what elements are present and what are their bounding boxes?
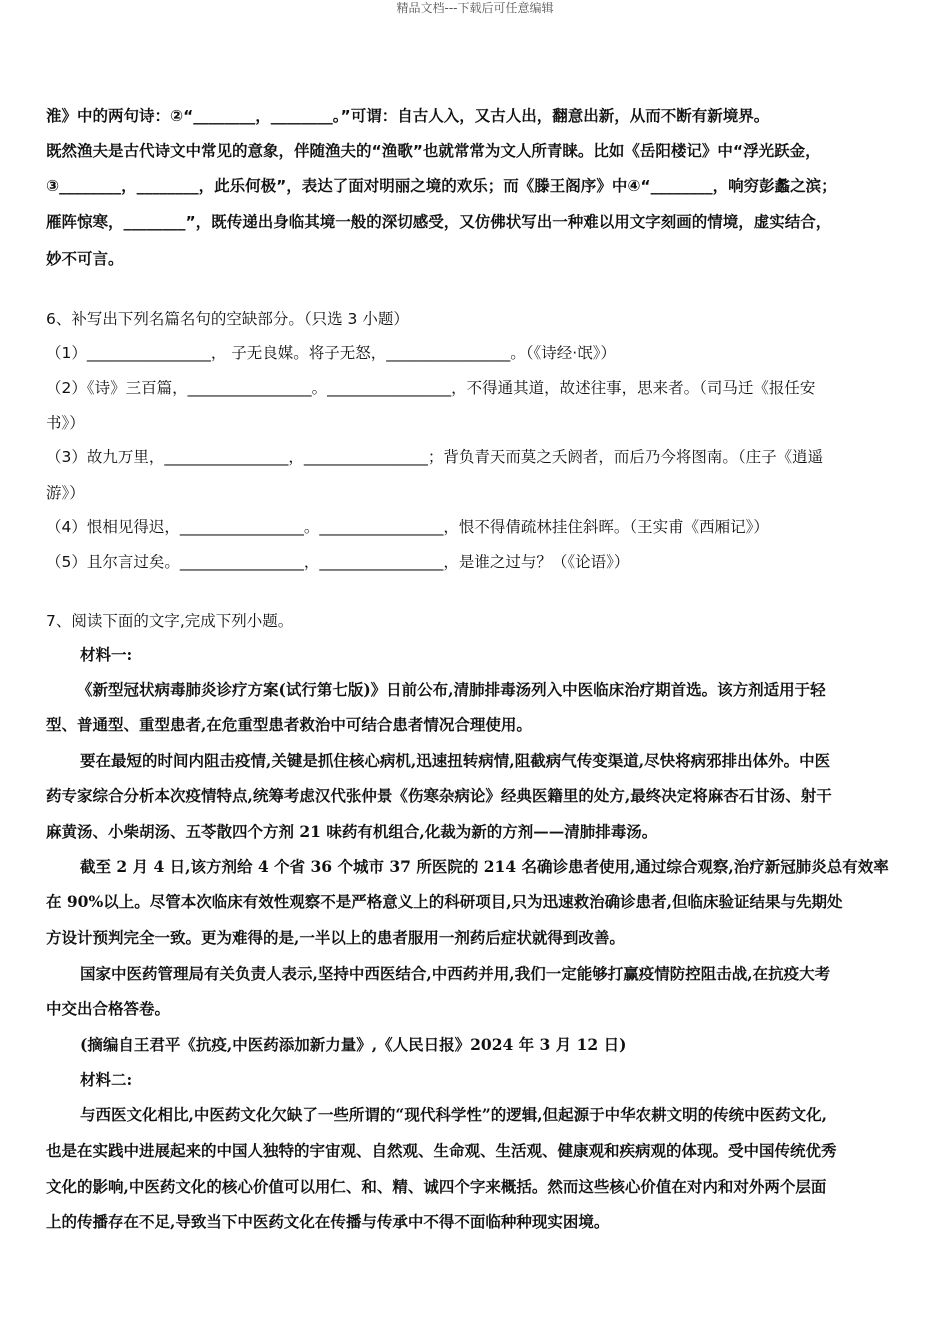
material-paragraph-line: 中交出合格答卷。: [46, 999, 171, 1018]
poem-text-line: 淮》中的两句诗：②“________，________。”可谓：自古人入，又古人出，翻意出新，从而不断有新境界。: [46, 107, 770, 125]
material-source: (摘编自王君平《抗疫,中医药添加新力量》,《人民日报》2024 年 3 月 12 日): [80, 1035, 627, 1054]
material-2-label: 材料二:: [80, 1070, 133, 1089]
poem-text-line: ③________，________，此乐何极”，表达了面对明丽之境的欢乐；而《滕王阁序》中④“________，响穷彭蠡之滨；: [46, 177, 837, 195]
question-6-item: （5）且尔言过矣。________________，________________，是谁之过与？（《论语》）: [46, 553, 630, 571]
question-6-item: （1）________________， 子无良媒。将子无怒，________________。（《诗经·氓》）: [46, 344, 616, 362]
question-6-title: 6、补写出下列名篇名句的空缺部分。（只选 3 小题）: [46, 310, 409, 328]
material-paragraph-line: 型、普通型、重型患者,在危重型患者救治中可结合患者情况合理使用。: [46, 715, 532, 734]
question-7-title: 7、阅读下面的文字,完成下列小题。: [46, 612, 294, 630]
question-6-item: 游》）: [46, 484, 85, 502]
question-6-item: （3）故九万里，________________，________________；背负青天而莫之夭阏者，而后乃今将图南。（庄子《逍遥: [46, 448, 824, 466]
poem-text-line: 雁阵惊寒，________”，既传递出身临其境一般的深切感受，又仿佛状写出一种难以用文字刻画的情境，虚实结合，: [46, 213, 832, 231]
material-paragraph-line: 截至 2 月 4 日,该方剂给 4 个省 36 个城市 37 所医院的 214 名确诊患者使用,通过综合观察,治疗新冠肺炎总有效率: [80, 857, 889, 876]
page-header: 精品文档---下载后可任意编辑: [396, 1, 554, 15]
question-6-item: （2）《诗》三百篇，________________。________________，不得通其道，故述往事，思来者。（司马迁《报任安: [46, 379, 816, 397]
material-paragraph-line: 也是在实践中进展起来的中国人独特的宇宙观、自然观、生命观、生活观、健康观和疾病观的体现。受中国传统优秀: [46, 1141, 837, 1160]
material-paragraph-line: 药专家综合分析本次疫情特点,统筹考虑汉代张仲景《伤寒杂病论》经典医籍里的处方,最终决定将麻杏石甘汤、射干: [46, 786, 832, 805]
material-paragraph-line: 国家中医药管理局有关负责人表示,坚持中西医结合,中西药并用,我们一定能够打赢疫情防控阻击战,在抗疫大考: [80, 964, 831, 983]
material-paragraph-line: 麻黄汤、小柴胡汤、五苓散四个方剂 21 味药有机组合,化裁为新的方剂——清肺排毒汤。: [46, 822, 658, 841]
poem-text-line: 既然渔夫是古代诗文中常见的意象，伴随渔夫的“渔歌”也就常常为文人所青睐。比如《岳阳楼记》中“浮光跃金，: [46, 142, 821, 160]
material-paragraph-line: 要在最短的时间内阻击疫情,关键是抓住核心病机,迅速扭转病情,阻截病气传变渠道,尽快将病邪排出体外。中医: [80, 751, 831, 770]
material-paragraph-line: 与西医文化相比,中医药文化欠缺了一些所谓的“现代科学性”的逻辑,但起源于中华农耕文明的传统中医药文化,: [80, 1105, 828, 1124]
question-6-item: （4）恨相见得迟，________________。________________，恨不得倩疏林挂住斜晖。（王实甫《西厢记》）: [46, 518, 769, 536]
material-1-label: 材料一:: [80, 645, 133, 664]
question-6-item: 书》）: [46, 414, 85, 432]
material-paragraph-line: 上的传播存在不足,导致当下中医药文化在传播与传承中不得不面临种种现实困境。: [46, 1212, 610, 1231]
poem-text-line: 妙不可言。: [46, 250, 124, 268]
material-paragraph-line: 文化的影响,中医药文化的核心价值可以用仁、和、精、诚四个字来概括。然而这些核心价值在对内和对外两个层面: [46, 1177, 827, 1196]
material-paragraph-line: 在 90%以上。尽管本次临床有效性观察不是严格意义上的科研项目,只为迅速救治确诊患者,但临床验证结果与先期处: [46, 892, 843, 911]
material-paragraph-line: 《新型冠状病毒肺炎诊疗方案(试行第七版)》日前公布,清肺排毒汤列入中医临床治疗期首选。该方剂适用于轻: [77, 680, 826, 699]
material-paragraph-line: 方设计预判完全一致。更为难得的是,一半以上的患者服用一剂药后症状就得到改善。: [46, 928, 625, 947]
